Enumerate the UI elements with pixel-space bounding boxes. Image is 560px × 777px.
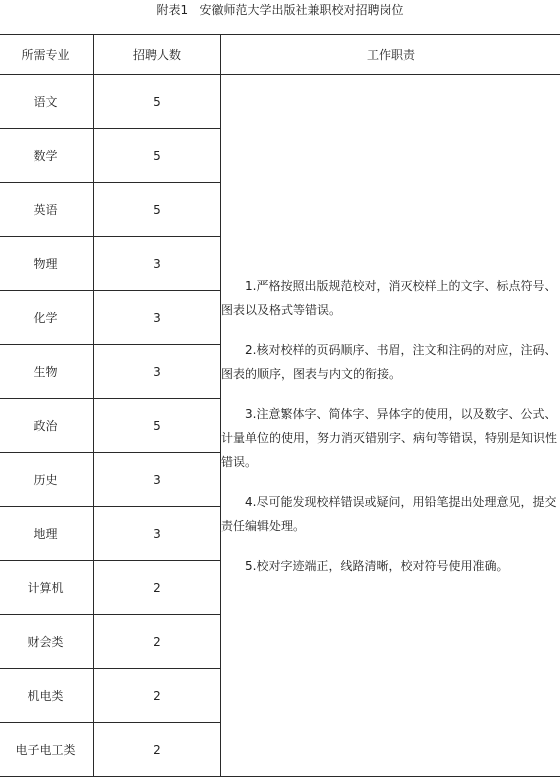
major-cell: 生物	[0, 345, 94, 399]
duty-item: 1.严格按照出版规范校对，消灭校样上的文字、标点符号、图表以及格式等错误。	[221, 274, 560, 322]
count-cell: 5	[94, 183, 221, 237]
table-caption: 附表1 安徽师范大学出版社兼职校对招聘岗位	[0, 0, 560, 20]
count-cell: 5	[94, 129, 221, 183]
recruitment-table	[0, 34, 560, 777]
duties-cell	[221, 75, 560, 777]
major-cell: 机电类	[0, 669, 94, 723]
count-cell: 3	[94, 291, 221, 345]
count-cell: 3	[94, 507, 221, 561]
major-cell: 地理	[0, 507, 94, 561]
duty-item: 4.尽可能发现校样错误或疑问，用铅笔提出处理意见，提交责任编辑处理。	[221, 490, 560, 538]
major-cell: 财会类	[0, 615, 94, 669]
duty-item: 2.核对校样的页码顺序、书眉，注文和注码的对应，注码、图表的顺序，图表与内文的衔接。	[221, 338, 560, 386]
table-header-row	[0, 35, 560, 75]
duty-item: 3.注意繁体字、简体字、异体字的使用，以及数字、公式、计量单位的使用，努力消灭错别字、病句等错误，特别是知识性错误。	[221, 402, 560, 474]
count-cell: 3	[94, 345, 221, 399]
header-major: 所需专业	[0, 35, 94, 75]
header-count: 招聘人数	[94, 35, 221, 75]
major-cell: 数学	[0, 129, 94, 183]
count-cell: 5	[94, 399, 221, 453]
major-cell: 政治	[0, 399, 94, 453]
header-duties: 工作职责	[221, 35, 560, 75]
major-cell: 计算机	[0, 561, 94, 615]
major-cell: 化学	[0, 291, 94, 345]
major-cell: 英语	[0, 183, 94, 237]
count-cell: 3	[94, 237, 221, 291]
major-cell: 历史	[0, 453, 94, 507]
major-cell: 语文	[0, 75, 94, 129]
count-cell: 5	[94, 75, 221, 129]
duty-item: 5.校对字迹端正，线路清晰，校对符号使用准确。	[221, 554, 560, 578]
major-cell: 电子电工类	[0, 723, 94, 777]
table-row	[0, 75, 560, 129]
count-cell: 2	[94, 615, 221, 669]
major-cell: 物理	[0, 237, 94, 291]
count-cell: 2	[94, 723, 221, 777]
count-cell: 2	[94, 669, 221, 723]
count-cell: 2	[94, 561, 221, 615]
count-cell: 3	[94, 453, 221, 507]
